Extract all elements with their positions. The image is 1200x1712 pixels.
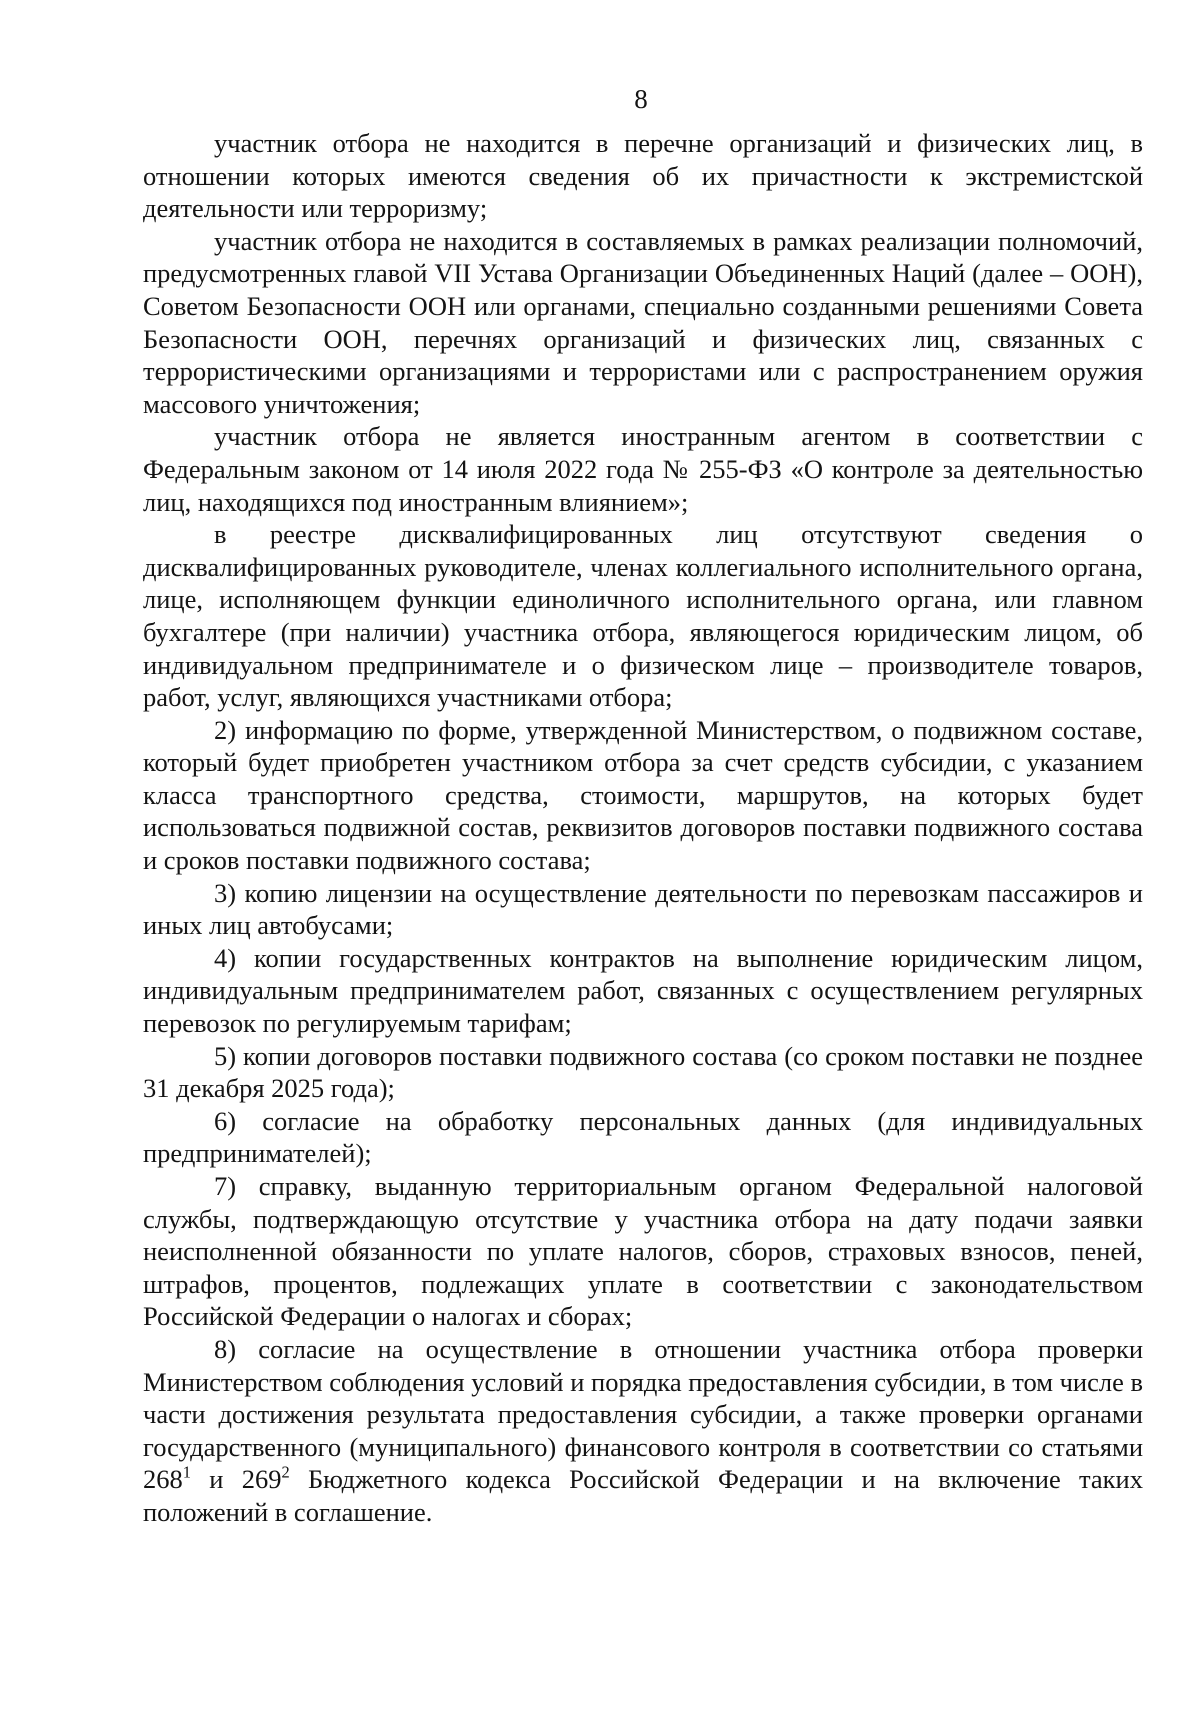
list-item-2-rolling-stock-info: 2) информацию по форме, утвержденной Министерством, о подвижном составе, который будет приобретен участником отбора за счет средств субсидии, с указанием класса транспортного средства, стоимости, маршрутов, на которых будет использоваться подвижной состав, реквизитов договоров поставки подвижного состава и сроков поставки подвижного состава;: [143, 714, 1143, 876]
document-body: [143, 127, 1143, 1529]
article-269: 269: [241, 1464, 282, 1495]
conjunction: и: [190, 1464, 242, 1495]
paragraph-no-disqualified-persons: в реестре дисквалифицированных лиц отсутствуют сведения о дисквалифицированных руководителе, членах коллегиального исполнительного органа, лице, исполняющем функции единоличного исполнительного органа, или главном бухгалтере (при наличии) участника отбора, являющегося юридическим лицом, об индивидуальном предпринимателе и о физическом лице – производителе товаров, работ, услуг, являющихся участниками отбора;: [143, 519, 1143, 713]
final-paragraph-text-before: 8) согласие на осуществление в отношении участника отбора проверки Министерством соблюдения условий и порядка предоставления субсидии, в том числе в части достижения результата предоставления субсидии, а также проверки органами государственного (муниципального) финансового контроля в соответствии со статьями: [143, 1333, 1143, 1462]
list-item-3-license-copy: 3) копию лицензии на осуществление деятельности по перевозкам пассажиров и иных лиц автобусами;: [143, 877, 1143, 941]
article-269-superscript: 2: [281, 1462, 290, 1482]
page-number: 8: [634, 84, 648, 114]
final-paragraph-text-after: Бюджетного кодекса Российской Федерации и на включение таких положений в соглашение.: [143, 1464, 1143, 1527]
list-item-4-state-contracts: 4) копии государственных контрактов на выполнение юридическим лицом, индивидуальным предпринимателем работ, связанных с осуществлением регулярных перевозок по регулируемым тарифам;: [143, 942, 1143, 1039]
paragraph-no-extremism: участник отбора не находится в перечне организаций и физических лиц, в отношении которых имеются сведения об их причастности к экстремистской деятельности или терроризму;: [143, 128, 1143, 224]
article-268: 268: [143, 1464, 183, 1495]
list-item-5-supply-contracts: 5) копии договоров поставки подвижного состава (со сроком поставки не позднее 31 декабря 2025 года);: [143, 1040, 1143, 1104]
paragraph-not-foreign-agent: участник отбора не является иностранным агентом в соответствии с Федеральным законом от 14 июля 2022 года № 255-ФЗ «О контроле за деятельностью лиц, находящихся под иностранным влиянием»;: [143, 421, 1143, 517]
list-item-7-tax-certificate: 7) справку, выданную территориальным органом Федеральной налоговой службы, подтверждающую отсутствие у участника отбора на дату подачи заявки неисполненной обязанности по уплате налогов, сборов, страховых взносов, пеней, штрафов, процентов, подлежащих уплате в соответствии с законодательством Российской Федерации о налогах и сборах;: [143, 1171, 1143, 1332]
list-item-6-personal-data-consent: 6) согласие на обработку персональных данных (для индивидуальных предпринимателей);: [143, 1105, 1143, 1169]
paragraph-no-un-sanctions: участник отбора не находится в составляемых в рамках реализации полномочий, предусмотренных главой VII Устава Организации Объединенных Наций (далее – ООН), Советом Безопасности ООН или органами, специально созданными решениями Совета Безопасности ООН, перечнях организаций и физических лиц, связанных с террористическими организациями и террористами или с распространением оружия массового уничтожения;: [143, 225, 1143, 419]
list-item-8-audit-consent: [143, 1333, 1143, 1529]
article-268-superscript: 1: [182, 1462, 191, 1482]
